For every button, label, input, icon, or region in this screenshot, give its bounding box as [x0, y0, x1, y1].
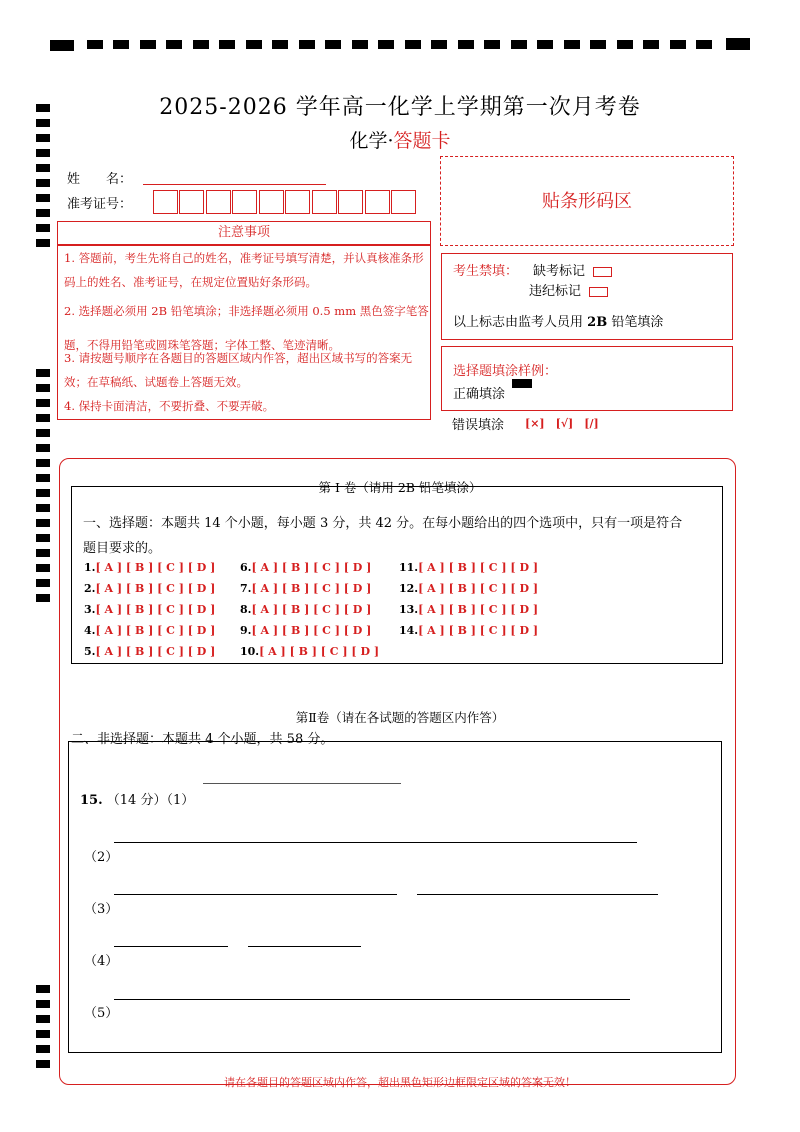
q15-3-label: （3） [84, 902, 119, 917]
choice-q11[interactable] [399, 561, 538, 574]
top-timing-marks [0, 0, 800, 60]
forbidden-note-bold: 2B [587, 315, 608, 330]
choice-q8[interactable] [240, 603, 371, 616]
choice-q7-number: 7. [240, 582, 252, 595]
choice-q14-number: 14. [399, 624, 419, 637]
choice-q11-options[interactable]: [ A ] [ B ] [ C ] [ D ] [418, 561, 539, 574]
notice-item-2: 2. 选择题必须用 2B 铅笔填涂；非选择题必须用 0.5 mm 黑色签字笔答题，不得用铅笔或圆珠笔答题；字体工整、笔迹清晰。 [64, 304, 429, 352]
choice-q6[interactable] [240, 561, 371, 574]
choice-q2-options[interactable]: [ A ] [ B ] [ C ] [ D ] [95, 582, 216, 595]
name-label: 姓 名： [67, 172, 133, 187]
choice-q4[interactable] [84, 624, 215, 637]
notice-item-3: 3. 请按题号顺序在各题目的答题区域内作答，超出区域书写的答案无效；在草稿纸、试题卷上答题无效。 [64, 351, 413, 389]
exam-title: 2025-2026 学年高一化学上学期第一次月考卷 [159, 95, 641, 120]
q15-1-answer-line[interactable] [203, 783, 401, 784]
choice-q8-number: 8. [240, 603, 252, 616]
choice-q3-number: 3. [84, 603, 96, 616]
part1-instruction-line1: 一、选择题：本题共 14 个小题，每小题 3 分，共 42 分。在每小题给出的四个选项中，只有一项是符合 [83, 516, 683, 531]
forbidden-note [453, 311, 663, 330]
barcode-area [440, 156, 734, 246]
violation-label: 违纪标记 [529, 284, 582, 299]
choice-q2[interactable] [84, 582, 215, 595]
forbidden-label: 考生禁填： [453, 264, 519, 279]
choice-q3[interactable] [84, 603, 215, 616]
choice-q4-number: 4. [84, 624, 96, 637]
part2-heading: 第Ⅱ卷（请在各试题的答题区内作答） [295, 710, 505, 725]
choice-q1-options[interactable]: [ A ] [ B ] [ C ] [ D ] [95, 561, 216, 574]
choice-q9[interactable] [240, 624, 371, 637]
choice-q7-options[interactable]: [ A ] [ B ] [ C ] [ D ] [251, 582, 372, 595]
q15-number: 15. [80, 793, 103, 808]
choice-q13-options[interactable]: [ A ] [ B ] [ C ] [ D ] [418, 603, 539, 616]
q15-3-answer-line-a[interactable] [114, 894, 397, 895]
absent-mark-row [533, 260, 612, 279]
choice-q3-options[interactable]: [ A ] [ B ] [ C ] [ D ] [95, 603, 216, 616]
choice-q5[interactable] [84, 645, 215, 658]
q15-2-answer-line[interactable] [114, 842, 637, 843]
choice-q13[interactable] [399, 603, 538, 616]
choice-q9-number: 9. [240, 624, 252, 637]
part2-instruction: 二、非选择题：本题共 4 个小题，共 58 分。 [71, 732, 334, 747]
sample-correct-label: 正确填涂 [453, 387, 506, 402]
notice-title-box [57, 221, 431, 245]
q15-4-label: （4） [84, 954, 119, 969]
choice-q2-number: 2. [84, 582, 96, 595]
choice-q6-number: 6. [240, 561, 252, 574]
id-label: 准考证号： [67, 197, 133, 212]
absent-mark-box[interactable] [593, 267, 612, 277]
choice-q10[interactable] [240, 645, 379, 658]
q15-5-answer-line[interactable] [114, 999, 630, 1000]
choice-q10-options[interactable]: [ A ] [ B ] [ C ] [ D ] [259, 645, 380, 658]
barcode-label: 贴条形码区 [542, 191, 632, 212]
choice-q6-options[interactable]: [ A ] [ B ] [ C ] [ D ] [251, 561, 372, 574]
choice-q12[interactable] [399, 582, 538, 595]
choice-q13-number: 13. [399, 603, 419, 616]
q15-5-label: （5） [84, 1006, 119, 1021]
part1-instruction-line2: 题目要求的。 [83, 541, 162, 556]
forbidden-note-prefix: 以上标志由监考人员用 [453, 315, 584, 330]
choice-q12-number: 12. [399, 582, 419, 595]
absent-label: 缺考标记 [533, 264, 586, 279]
choice-q5-options[interactable]: [ A ] [ B ] [ C ] [ D ] [95, 645, 216, 658]
left-timing-marks [0, 0, 60, 1132]
choice-q7[interactable] [240, 582, 371, 595]
subtitle-subject: 化学· [349, 130, 394, 152]
q15-title [80, 789, 194, 808]
sample-filled-mark [512, 379, 532, 388]
sample-wrong-label: 错误填涂 [452, 418, 505, 433]
choice-q12-options[interactable]: [ A ] [ B ] [ C ] [ D ] [418, 582, 539, 595]
subtitle-answer-card: 答题卡 [393, 130, 451, 152]
sample-wrong-marks: [×] [√] [/] [525, 417, 599, 430]
sample-box [441, 346, 733, 411]
notice-title: 注意事项 [217, 225, 270, 240]
violation-mark-box[interactable] [589, 287, 608, 297]
exam-subtitle [0, 126, 800, 153]
footer-warning: 请在各题目的答题区域内作答，超出黑色矩形边框限定区域的答案无效！ [224, 1076, 576, 1089]
choice-q1[interactable] [84, 561, 215, 574]
choice-q4-options[interactable]: [ A ] [ B ] [ C ] [ D ] [95, 624, 216, 637]
choice-q14-options[interactable]: [ A ] [ B ] [ C ] [ D ] [418, 624, 539, 637]
choice-q1-number: 1. [84, 561, 96, 574]
notice-item-4: 4. 保持卡面清洁，不要折叠、不要弄破。 [64, 399, 275, 413]
choice-q10-number: 10. [240, 645, 260, 658]
forbidden-note-suffix: 铅笔填涂 [611, 315, 664, 330]
q15-box [68, 741, 722, 1053]
violation-mark-row [529, 280, 608, 299]
part1-heading: 第 I 卷（请用 2B 铅笔填涂） [318, 480, 482, 495]
choice-q5-number: 5. [84, 645, 96, 658]
sample-title: 选择题填涂样例： [453, 364, 558, 379]
choice-q9-options[interactable]: [ A ] [ B ] [ C ] [ D ] [251, 624, 372, 637]
name-input-line[interactable] [143, 184, 326, 185]
q15-3-answer-line-b[interactable] [417, 894, 658, 895]
q15-score: （14 分）（1） [106, 793, 195, 808]
q15-4-answer-line-b[interactable] [248, 946, 361, 947]
choice-q14[interactable] [399, 624, 538, 637]
choice-q8-options[interactable]: [ A ] [ B ] [ C ] [ D ] [251, 603, 372, 616]
forbidden-box [441, 253, 733, 340]
q15-2-label: （2） [84, 850, 119, 865]
choice-q11-number: 11. [399, 561, 419, 574]
notice-item-1: 1. 答题前，考生先将自己的姓名，准考证号填写清楚，并认真核准条形码上的姓名、准考证号，在规定位置贴好条形码。 [64, 251, 424, 289]
q15-4-answer-line-a[interactable] [114, 946, 228, 947]
